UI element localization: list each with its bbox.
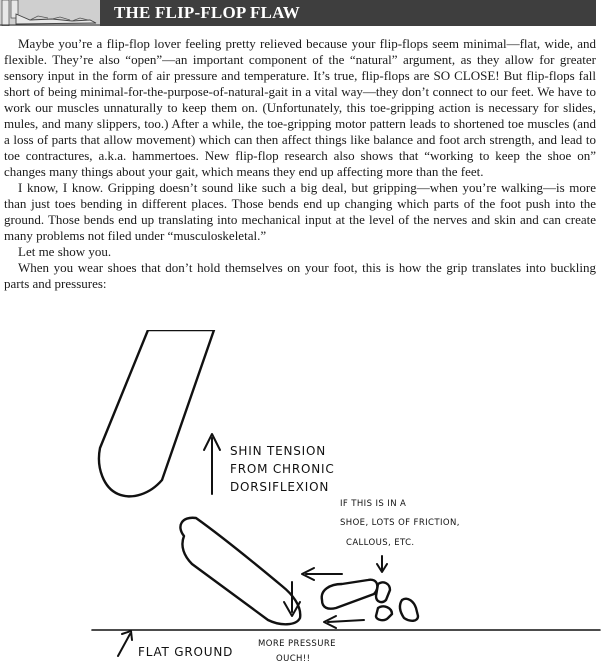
label-ouch: OUCH!! xyxy=(276,654,311,664)
chapter-header xyxy=(0,0,596,26)
label-friction-1: IF THIS IS IN A xyxy=(340,499,407,509)
paragraph-gripping: I know, I know. Gripping doesn’t sound like such a big deal, but gripping—when you’re walking—is more than just toes bending in different places. Those bends end up changing which parts of the foot push into the ground. Those bends end up translating into mechanical input at the level of the nerves and skin and can create many problems not filed under “musculoskeletal.” xyxy=(4,180,596,243)
label-from-chronic: FROM CHRONIC xyxy=(230,462,335,476)
middle-phalanx xyxy=(376,606,392,620)
metatarsal-bone xyxy=(322,580,378,609)
label-friction-2: SHOE, LOTS OF FRICTION, xyxy=(340,518,460,528)
foot-grip-drawing xyxy=(0,330,602,667)
label-dorsiflexion: DORSIFLEXION xyxy=(230,480,330,494)
label-shin-tension: SHIN TENSION xyxy=(230,444,327,458)
distal-phalanx xyxy=(400,599,418,621)
flat-ground-arrow xyxy=(118,634,130,656)
foot-skeleton-icon xyxy=(0,0,100,26)
toe-grip-arrow-lower xyxy=(328,620,364,622)
body-text xyxy=(4,36,596,292)
shin-bone xyxy=(99,330,214,496)
label-more-pressure: MORE PRESSURE xyxy=(258,639,336,649)
proximal-phalanx xyxy=(376,582,390,602)
paragraph-flip-flop-intro: Maybe you’re a flip-flop lover feeling pretty relieved because your flip-flops seem minimal—flat, wide, and flexible. They’re also “open”—an important component of the “natural” argument, as they allow for greater sensory input in the form of air pressure and temperature. It’s true, flip-flops are SO CLOSE! But flip-flops fall short of being minimal-for-the-purpose-of-natural-gait in a vital way—they don’t connect to our feet. We have to work our muscles unnaturally to keep them on. (Unfortunately, this toe-gripping action is necessary for slides, mules, and many slippers, too.) After a while, the toe-gripping motor pattern leads to shortened toe muscles (and a loss of parts that allow movement) which can then affect things like balance and foot arch strength, and lead to toe contractures, a.k.a. hammertoes. New flip-flop research also shows that “working to keep the shoe on” changes many things about your gait, which means they end up affecting more than the feet. xyxy=(4,36,596,179)
foot-grip-illustration xyxy=(0,330,602,667)
paragraph-buckling-intro: When you wear shoes that don’t hold themselves on your foot, this is how the grip translates into buckling parts and pressures: xyxy=(4,260,596,291)
paragraph-let-me-show: Let me show you. xyxy=(18,244,112,259)
heel-bone xyxy=(180,518,300,625)
label-flat-ground: FLAT GROUND xyxy=(138,645,234,659)
chapter-title: THE FLIP-FLOP FLAW xyxy=(114,3,300,22)
label-friction-3: CALLOUS, ETC. xyxy=(346,538,415,548)
